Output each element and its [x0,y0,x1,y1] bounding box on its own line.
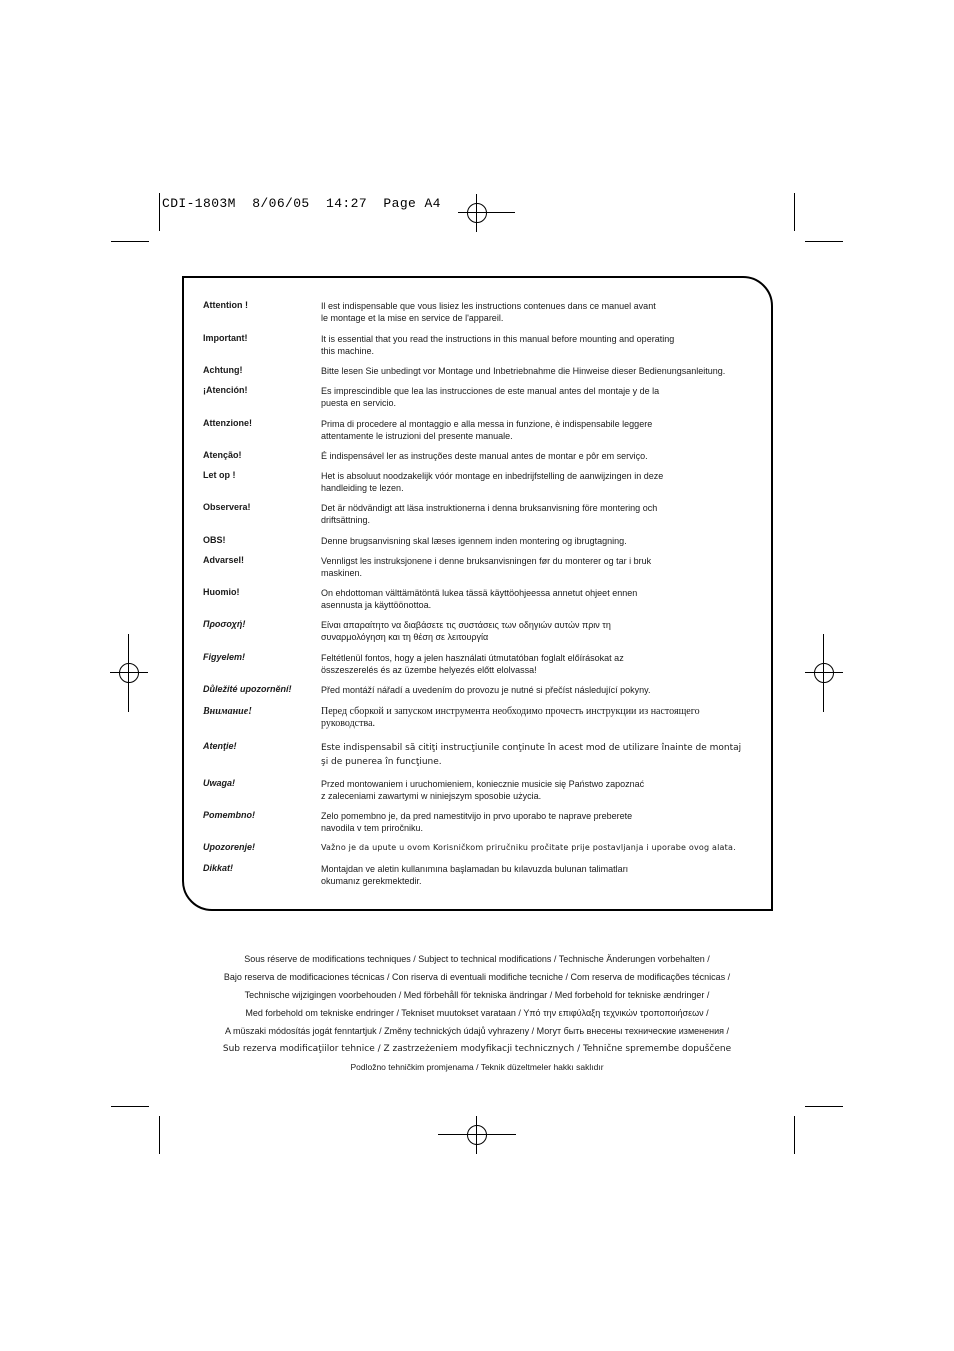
warning-label: Achtung! [203,365,243,375]
warning-text: Vennligst les instruksjonene i denne bruksanvisningen før du monterer og tar i bruk maskinen. [321,556,652,578]
crop-mark-bottom-left-vertical [159,1116,160,1154]
crop-mark-top-left-horizontal [111,241,149,242]
footer-line: Technische wijzigingen voorbehouden / Med förbehåll för tekniska ändringar / Med forbehold for tekniske ændringer / [244,990,710,1000]
warning-label: Προσοχή! [203,619,246,629]
printer-slug-line: CDI-1803M 8/06/05 14:27 Page A4 [162,196,441,211]
warning-text: Važno je da upute u ovom Korisničkom priručniku pročitate prije postavljanja i uporabe ovog alata. [321,843,736,852]
safety-warning-panel [182,276,773,911]
warning-label: ¡Atención! [203,385,248,395]
registration-line-right [823,634,824,712]
warning-text: Před montáží nářadí a uvedením do provozu je nutné si přečíst následující pokyny. [321,685,651,695]
warning-label: Attention ! [203,300,248,310]
crop-mark-bottom-right-vertical [794,1116,795,1154]
warning-text: Es imprescindible que lea las instrucciones de este manual antes del montaje y de la puesta en servicio. [321,386,660,408]
footer-line: Med forbehold om tekniske endringer / Tekniset muutokset varataan / Υπό την επιφύλαξη τεχνικών τροποποιήσεων / [245,1008,709,1018]
footer-line: Podložno tehničkim promjenama / Teknik düzeltmeler hakkı saklıdır [350,1062,604,1072]
registration-line-top [496,212,515,213]
warning-label: Figyelem! [203,652,246,662]
crop-mark-top-left-vertical [159,193,160,231]
warning-text: Είναι απαραίτητο να διαβάσετε τις συστάσεις των οδηγιών αυτών πριν τη συναρμολόγηση και τη θέση σε λειτουργία [321,620,611,642]
warning-label: Advarsel! [203,555,245,565]
warning-text: Det är nödvändigt att läsa instruktionerna i denna bruksanvisning före montering och driftsättning. [321,503,658,525]
technical-modifications-notice [160,953,794,1079]
warning-text: Zelo pomembno je, da pred namestitvijo in prvo uporabo te naprave preberete navodila v tem priročniku. [321,811,633,833]
warning-text: Prima di procedere al montaggio e alla messa in funzione, è indispensabile leggere attentamente le istruzioni del presente manuale. [321,419,653,441]
warning-text: Het is absoluut noodzakelijk vóór montage en inbedrijfstelling de aanwijzingen in deze handleiding te lezen. [321,471,664,493]
footer-line: Sub rezerva modificaţiilor tehnice / Z zastrzeżeniem modyfikacji technicznych / Tehnične spremembe dopuščene [222,1044,732,1054]
warning-label: Attenzione! [203,418,252,428]
registration-line-bottom [438,1134,516,1135]
warning-text: Montajdan ve aletin kullanımına başlamadan bu kılavuzda bulunan talimatları okumanız gerekmektedir. [321,864,629,886]
warning-label: Upozorenje! [203,842,256,852]
warning-text: Przed montowaniem i uruchomieniem, koniecznie musicie się Państwo zapoznać z zaleceniami zawartymi w niniejszym sposobie użycia. [321,779,645,801]
warning-label: Important! [203,333,248,343]
warning-label: Let op ! [203,470,236,480]
warning-label: Pomembno! [203,810,256,820]
registration-line-left [128,634,129,712]
warning-label: Observera! [203,502,251,512]
crop-mark-top-right-vertical [794,193,795,231]
warning-text: Denne brugsanvisning skal læses igennem inden montering og ibrugtagning. [321,536,627,546]
warning-text: Перед сборкой и запуском инструмента необходимо прочесть инструкции из настоящего руководства. [321,706,700,729]
warning-text: É indispensável ler as instruções deste manual antes de montar e pôr em serviço. [321,451,648,461]
footer-line: Bajo reserva de modificaciones técnicas / Con riserva di eventuali modifiche tecniche / Com reserva de modificações técnicas / [223,972,731,982]
warning-label: Atenção! [203,450,242,460]
warning-label: Uwaga! [203,778,236,788]
warning-label: Huomio! [203,587,240,597]
warning-text: On ehdottoman välttämätöntä lukea tässä käyttöohjeessa annetut ohjeet ennen asennusta ja käyttöönottoa. [321,588,638,610]
warning-text: Il est indispensable que vous lisiez les instructions contenues dans ce manuel avant le montage et la mise en service de l'appareil. [321,301,656,323]
registration-mark-right [805,654,843,692]
warning-label: Внимание! [203,706,253,717]
warning-label: Důležité upozornění! [203,684,292,694]
footer-line: Sous réserve de modifications techniques / Subject to technical modifications / Technische Änderungen vorbehalten / [244,954,710,964]
warning-text: It is essential that you read the instructions in this manual before mounting and operating this machine. [321,334,675,356]
warning-text: Bitte lesen Sie unbedingt vor Montage und Inbetriebnahme die Hinweise dieser Bedienungsanleitung. [321,366,726,376]
registration-mark-left [110,654,148,692]
warning-label: Dikkat! [203,863,234,873]
warning-label: OBS! [203,535,226,545]
registration-mark-bottom [458,1116,496,1154]
warning-text: Feltétlenül fontos, hogy a jelen használati útmutatóban foglalt előírásokat az összeszerelés és az üzembe helyezés előtt elolvassa! [321,653,624,675]
footer-line: A müszaki módosítás jogát fenntartjuk / Změny technických údajů vyhrazeny / Могут быть внесены технические изменения / [225,1026,729,1036]
registration-mark-top [458,194,496,232]
crop-mark-top-right-horizontal [805,241,843,242]
warning-label: Atenţie! [203,741,237,751]
crop-mark-bottom-left-horizontal [111,1106,149,1107]
crop-mark-bottom-right-horizontal [805,1106,843,1107]
warning-text: Este indispensabil să citiţi instrucţiunile conţinute în acest mod de utilizare înainte de montaj şi de punerea în funcţiune. [321,743,742,767]
